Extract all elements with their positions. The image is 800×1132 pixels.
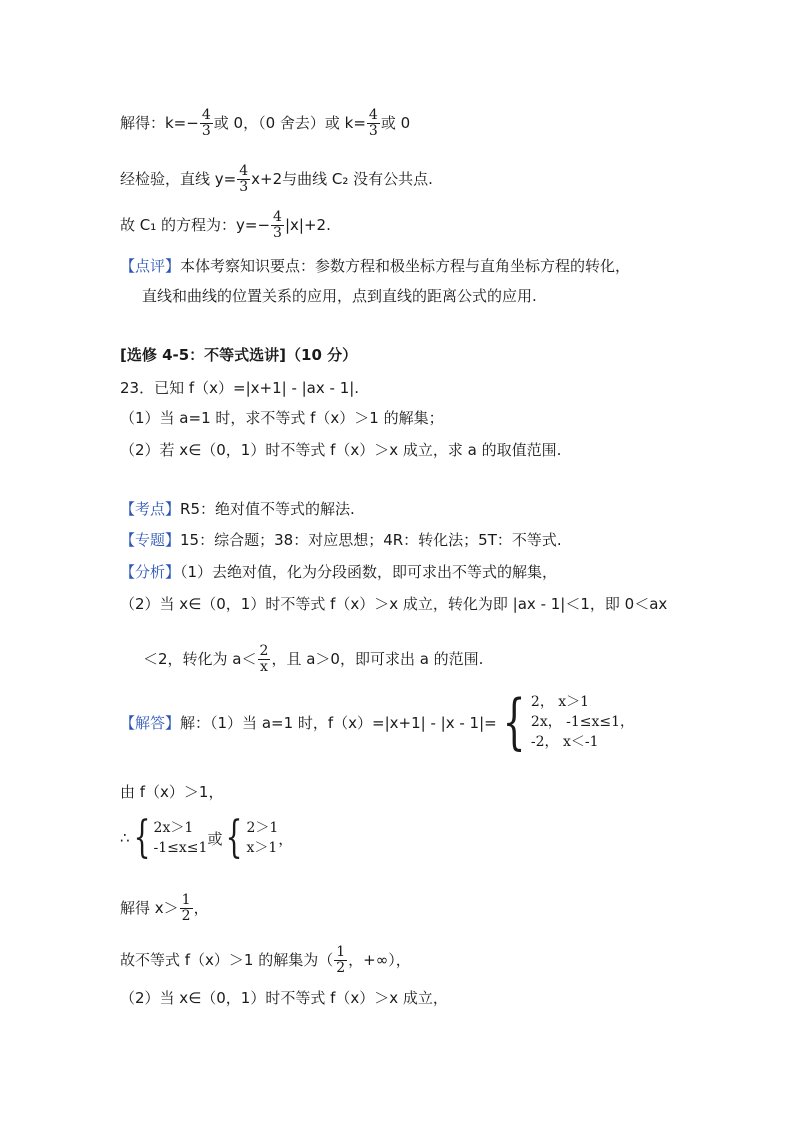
comment-tag: 【点评】 (120, 257, 181, 275)
step-text: 故不等式 f（x）＞1 的解集为（ (120, 951, 334, 969)
denominator: 2 (181, 908, 191, 924)
kaodian-line (120, 499, 355, 519)
piecewise-case: 2， x＞1 (530, 694, 590, 710)
step-text: ， (193, 899, 209, 917)
fraction (200, 108, 213, 139)
left-brace: { (226, 812, 243, 863)
numerator: 4 (239, 163, 249, 179)
question-23-part-2 (120, 440, 561, 460)
text: |x|+2. (284, 216, 331, 234)
denominator: 3 (368, 123, 378, 139)
question-text: 23．已知 f（x）=|x+1| - |ax - 1|. (120, 379, 360, 397)
numerator: 4 (273, 209, 282, 225)
piecewise-case: 2x， -1≤x≤1， (530, 714, 635, 730)
comma: ， (278, 829, 294, 848)
zhuanti-line (120, 530, 562, 550)
fenxi-text: （1）去绝对值，化为分段函数，即可求出不等式的解集， (180, 563, 558, 581)
step-solve (120, 893, 209, 924)
text: 或 0 (380, 114, 411, 132)
numerator: 1 (181, 892, 191, 908)
fenxi-line-3 (143, 644, 483, 675)
verification-line (120, 164, 433, 195)
step-text: 解得 x＞ (120, 899, 179, 917)
numerator: 4 (368, 107, 378, 123)
fraction (334, 945, 347, 976)
system-row: 2＞1 (246, 820, 279, 836)
step-given (120, 782, 223, 802)
comment-text: 本体考察知识要点：参数方程和极坐标方程与直角坐标方程的转化， (180, 257, 631, 275)
numerator: 1 (336, 944, 346, 960)
system-row: -1≤x≤1 (153, 840, 208, 856)
question-23-part-1 (120, 408, 444, 428)
numerator: 4 (201, 107, 211, 123)
step-system (120, 812, 294, 863)
left-brace: { (502, 687, 526, 757)
fenxi-tag: 【分析】 (120, 563, 181, 581)
fraction (180, 893, 193, 924)
denominator: 3 (201, 123, 211, 139)
system-rows (154, 818, 208, 858)
step-solution-set (120, 945, 411, 976)
text: 经检验，直线 y= (120, 170, 237, 188)
numerator: 2 (259, 643, 269, 659)
step-text: 由 f（x）＞1， (120, 783, 224, 801)
section-title: [选修 4-5：不等式选讲]（10 分） (120, 346, 358, 364)
piecewise-case: -2， x＜-1 (530, 734, 599, 750)
fenxi-text: ，且 a＞0，即可求出 a 的范围. (271, 650, 484, 668)
system-row: x＞1 (246, 840, 278, 856)
kaodian-tag: 【考点】 (120, 500, 181, 518)
section-heading (120, 345, 357, 365)
system-row: 2x＞1 (153, 820, 194, 836)
left-brace: { (133, 812, 150, 863)
therefore-symbol: ∴ (120, 829, 130, 847)
comment-text: 直线和曲线的位置关系的应用，点到直线的距离公式的应用. (142, 287, 537, 305)
fenxi-text: （2）当 x∈（0，1）时不等式 f（x）＞x 成立，转化为即 |ax - 1|＜1，即 0＜ax (120, 595, 668, 613)
jieda-text: 解：（1）当 a=1 时，f（x）=|x+1| - |x - 1|= (180, 713, 497, 732)
text: 故 C₁ 的方程为：y=− (120, 216, 271, 234)
denominator: 3 (239, 179, 249, 195)
denominator: 3 (273, 225, 282, 241)
kaodian-text: R5：绝对值不等式的解法. (180, 500, 355, 518)
jieda-tag: 【解答】 (120, 713, 181, 732)
comment-line-2 (142, 286, 537, 306)
zhuanti-tag: 【专题】 (120, 531, 181, 549)
solution-k-values (120, 108, 410, 139)
piecewise-function (497, 687, 635, 757)
denominator: 2 (336, 960, 346, 976)
question-text: （1）当 a=1 时，求不等式 f（x）＞1 的解集； (120, 409, 444, 427)
fraction (271, 210, 284, 241)
question-23-title (120, 378, 359, 398)
text: x+2与曲线 C₂ 没有公共点. (251, 170, 433, 188)
zhuanti-text: 15：综合题；38：对应思想；4R：转化法；5T：不等式. (180, 531, 562, 549)
fraction (367, 108, 380, 139)
c1-equation (120, 210, 331, 241)
system-rows (246, 818, 278, 858)
fraction (237, 164, 250, 195)
or-text: 或 (207, 829, 223, 848)
fenxi-text: ＜2，转化为 a＜ (143, 650, 257, 668)
fenxi-line-1 (120, 562, 557, 582)
text: 或 0，（0 舍去）或 k= (213, 114, 366, 132)
piecewise-rows (531, 692, 634, 752)
comment-line-1 (120, 256, 630, 276)
text: 解得：k= (120, 114, 187, 132)
fenxi-line-2 (120, 594, 667, 614)
inequality-system-2 (222, 812, 279, 863)
fraction (258, 644, 271, 675)
question-text: （2）若 x∈（0，1）时不等式 f（x）＞x 成立，求 a 的取值范围. (120, 441, 562, 459)
jieda-line (120, 687, 635, 757)
inequality-system-1 (130, 812, 208, 863)
step-text: ，+∞）， (348, 951, 411, 969)
step-text: （2）当 x∈（0，1）时不等式 f（x）＞x 成立， (120, 989, 448, 1007)
denominator: x (260, 659, 268, 675)
minus-sign: − (186, 114, 199, 132)
step-part-2 (120, 988, 448, 1008)
